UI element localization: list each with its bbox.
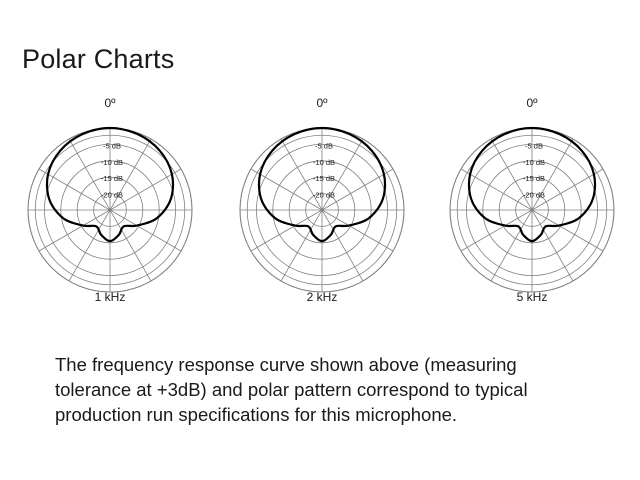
svg-text:-10 dB: -10 dB [522,157,546,167]
svg-text:-5 dB: -5 dB [103,141,121,151]
page-title: Polar Charts [22,44,175,74]
polar-plot-svg [432,95,632,310]
svg-text:-10 dB: -10 dB [312,157,336,167]
svg-text:-20 dB: -20 dB [100,190,124,200]
polar-plot-svg [222,95,422,310]
polar-chart-5khz [432,95,632,315]
slide-caption-text: The frequency response curve shown above (measuring tolerance at +3dB) and polar pattern correspond to typical production run specifications for this microphone. [55,354,528,425]
svg-text:-5 dB: -5 dB [525,141,543,151]
svg-text:-5 dB: -5 dB [315,141,333,151]
svg-text:-20 dB: -20 dB [312,190,336,200]
svg-text:-20 dB: -20 dB [522,190,546,200]
svg-text:0º: 0º [316,96,328,110]
svg-text:-10 dB: -10 dB [100,157,124,167]
svg-text:0º: 0º [526,96,538,110]
chart-caption-2khz: 2 kHz [306,290,338,304]
svg-text:0º: 0º [104,96,116,110]
polar-chart-2khz [222,95,422,315]
svg-text:-15 dB: -15 dB [522,174,546,184]
chart-caption-1khz: 1 kHz [94,290,126,304]
polar-plot-svg [10,95,210,310]
svg-text:-15 dB: -15 dB [312,174,336,184]
chart-caption-5khz: 5 kHz [516,290,548,304]
svg-text:-15 dB: -15 dB [100,174,124,184]
polar-chart-1khz [10,95,210,315]
